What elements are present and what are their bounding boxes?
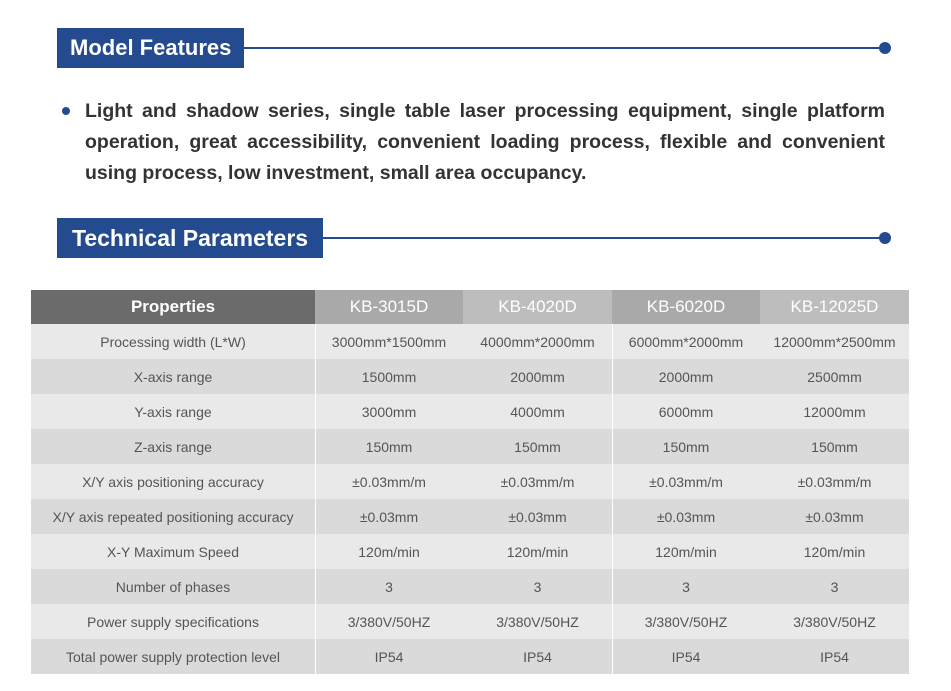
table-row	[31, 499, 909, 534]
table-row	[31, 429, 909, 464]
property-name-cell: X/Y axis positioning accuracy	[31, 464, 315, 499]
property-value-cell: 3	[315, 569, 463, 604]
property-value-cell: 120m/min	[463, 534, 612, 569]
property-value-cell: 150mm	[463, 429, 612, 464]
bullet-dot-icon	[62, 107, 70, 115]
table-row	[31, 534, 909, 569]
property-value-cell: 150mm	[760, 429, 909, 464]
property-value-cell: 3000mm	[315, 394, 463, 429]
column-header: KB-4020D	[463, 290, 612, 324]
property-value-cell: 3/380V/50HZ	[315, 604, 463, 639]
property-value-cell: ±0.03mm	[612, 499, 760, 534]
line-end-dot-icon	[879, 232, 891, 244]
property-value-cell: ±0.03mm/m	[612, 464, 760, 499]
property-value-cell: 3	[612, 569, 760, 604]
model-features-title: Model Features	[57, 28, 244, 68]
property-value-cell: ±0.03mm/m	[760, 464, 909, 499]
property-value-cell: 3/380V/50HZ	[760, 604, 909, 639]
property-value-cell: 12000mm*2500mm	[760, 324, 909, 359]
property-name-cell: Total power supply protection level	[31, 639, 315, 674]
table-row	[31, 394, 909, 429]
column-header: Properties	[31, 290, 315, 324]
property-value-cell: 6000mm	[612, 394, 760, 429]
column-header: KB-3015D	[315, 290, 463, 324]
property-name-cell: Z-axis range	[31, 429, 315, 464]
column-header: KB-12025D	[760, 290, 909, 324]
property-value-cell: 3	[760, 569, 909, 604]
property-value-cell: 120m/min	[612, 534, 760, 569]
property-value-cell: 12000mm	[760, 394, 909, 429]
property-value-cell: ±0.03mm	[315, 499, 463, 534]
property-value-cell: 120m/min	[760, 534, 909, 569]
line-end-dot-icon	[879, 42, 891, 54]
property-value-cell: 1500mm	[315, 359, 463, 394]
property-value-cell: 3	[463, 569, 612, 604]
property-value-cell: IP54	[315, 639, 463, 674]
column-header: KB-6020D	[612, 290, 760, 324]
property-value-cell: ±0.03mm/m	[315, 464, 463, 499]
table-row	[31, 604, 909, 639]
property-value-cell: 6000mm*2000mm	[612, 324, 760, 359]
property-value-cell: 3000mm*1500mm	[315, 324, 463, 359]
header-divider-line	[244, 47, 885, 49]
property-value-cell: 4000mm	[463, 394, 612, 429]
technical-parameters-title: Technical Parameters	[57, 218, 323, 258]
property-value-cell: ±0.03mm	[760, 499, 909, 534]
table-row	[31, 569, 909, 604]
property-name-cell: Processing width (L*W)	[31, 324, 315, 359]
property-name-cell: X/Y axis repeated positioning accuracy	[31, 499, 315, 534]
property-value-cell: 150mm	[612, 429, 760, 464]
property-name-cell: X-axis range	[31, 359, 315, 394]
table-row	[31, 324, 909, 359]
property-value-cell: ±0.03mm	[463, 499, 612, 534]
property-value-cell: 2000mm	[612, 359, 760, 394]
property-value-cell: IP54	[760, 639, 909, 674]
table-row	[31, 359, 909, 394]
parameters-table	[31, 290, 909, 674]
property-value-cell: IP54	[612, 639, 760, 674]
technical-parameters-header	[57, 218, 885, 258]
model-features-header	[57, 28, 885, 68]
property-name-cell: X-Y Maximum Speed	[31, 534, 315, 569]
property-name-cell: Number of phases	[31, 569, 315, 604]
property-name-cell: Power supply specifications	[31, 604, 315, 639]
property-value-cell: 2500mm	[760, 359, 909, 394]
property-value-cell: 150mm	[315, 429, 463, 464]
property-value-cell: ±0.03mm/m	[463, 464, 612, 499]
property-value-cell: 3/380V/50HZ	[612, 604, 760, 639]
table-row	[31, 464, 909, 499]
property-value-cell: 120m/min	[315, 534, 463, 569]
property-value-cell: 2000mm	[463, 359, 612, 394]
table-header-row	[31, 290, 909, 324]
table-row	[31, 639, 909, 674]
property-value-cell: 4000mm*2000mm	[463, 324, 612, 359]
header-divider-line	[323, 237, 885, 239]
property-value-cell: IP54	[463, 639, 612, 674]
feature-description: Light and shadow series, single table laser processing equipment, single platform operation, great accessibility, convenient loading process, flexible and convenient using process, low investment, small area occupancy.	[85, 100, 885, 184]
property-name-cell: Y-axis range	[31, 394, 315, 429]
property-value-cell: 3/380V/50HZ	[463, 604, 612, 639]
